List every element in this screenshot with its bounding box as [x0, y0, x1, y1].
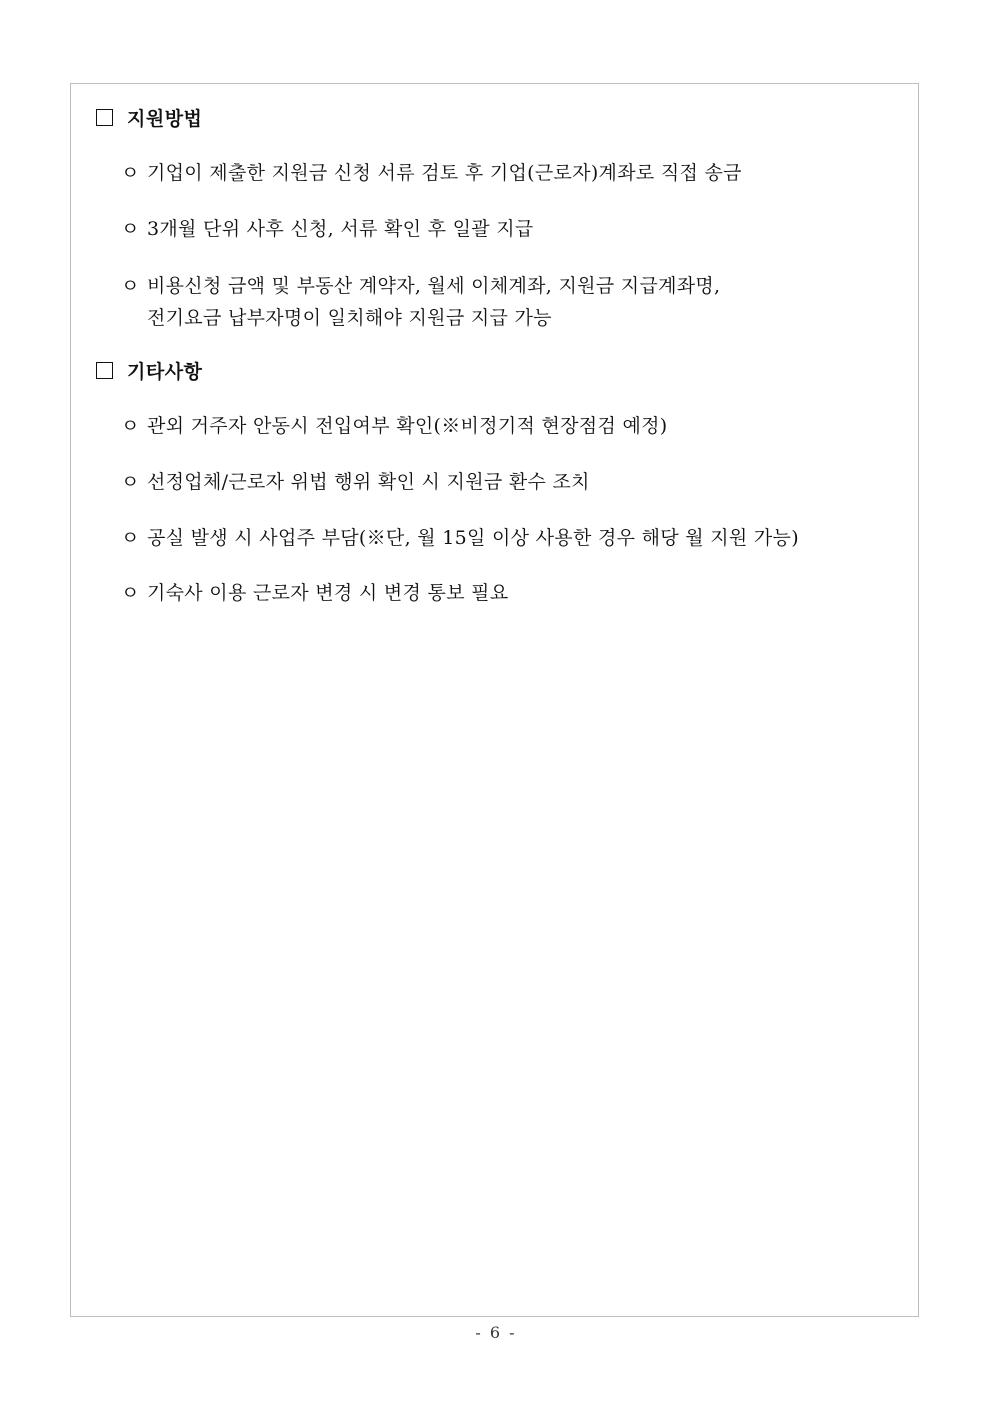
list-item-text: 비용신청 금액 및 부동산 계약자, 월세 이체계좌, 지원금 지급계좌명,	[147, 275, 721, 297]
bullet-icon: ㅇ	[121, 582, 140, 604]
list-item	[121, 577, 509, 609]
bullet-icon: ㅇ	[121, 471, 140, 493]
bullet-icon: ㅇ	[121, 162, 140, 184]
list-item	[121, 157, 742, 189]
list-item-text: 선정업체/근로자 위법 행위 확인 시 지원금 환수 조치	[147, 471, 590, 493]
list-item-text: 기숙사 이용 근로자 변경 시 변경 통보 필요	[147, 582, 509, 604]
list-item-text: 공실 발생 시 사업주 부담(※단, 월 15일 이상 사용한 경우 해당 월 지원 가능)	[147, 527, 799, 549]
list-item-text: 3개월 단위 사후 신청, 서류 확인 후 일괄 지급	[147, 218, 534, 240]
section-title: 기타사항	[127, 361, 203, 383]
checkbox-icon	[96, 362, 113, 379]
list-item	[121, 410, 667, 442]
section-heading-other-matters	[96, 357, 202, 384]
list-item-text: 기업이 제출한 지원금 신청 서류 검토 후 기업(근로자)계좌로 직접 송금	[147, 162, 742, 184]
list-item	[121, 466, 590, 498]
checkbox-icon	[96, 109, 113, 126]
section-heading-support-method	[96, 104, 202, 131]
list-item-text: 전기요금 납부자명이 일치해야 지원금 지급 가능	[147, 307, 552, 329]
list-item-text: 관외 거주자 안동시 전입여부 확인(※비정기적 현장점검 예정)	[147, 415, 668, 437]
bullet-icon: ㅇ	[121, 415, 140, 437]
page-frame	[70, 83, 919, 1317]
bullet-icon: ㅇ	[121, 218, 140, 240]
list-item	[121, 522, 799, 554]
bullet-icon: ㅇ	[121, 527, 140, 549]
section-title: 지원방법	[127, 108, 203, 130]
page-number: - 6 -	[475, 1323, 517, 1342]
list-item	[121, 270, 720, 334]
list-item	[121, 213, 534, 245]
bullet-icon: ㅇ	[121, 275, 140, 297]
